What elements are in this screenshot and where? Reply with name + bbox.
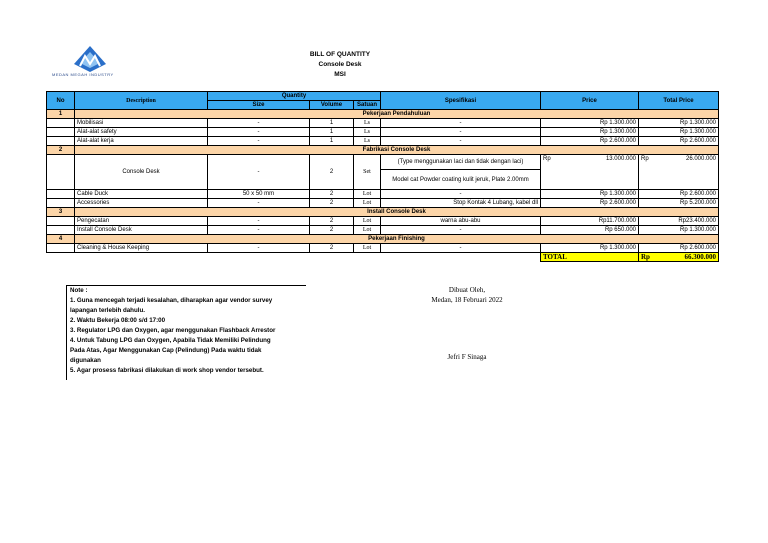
table-row: Cleaning & House Keeping - 2 Lot - Rp 1.300.000 Rp 2.600.000	[47, 244, 719, 253]
section-row: 1 Pekerjaan Pendahuluan	[47, 110, 719, 119]
signature-name: Jefri F Sinaga	[447, 353, 487, 361]
total-row	[47, 253, 719, 262]
notes-title: Note :	[70, 287, 88, 294]
total-value: 66.300.000	[659, 253, 719, 262]
section-title: Pekerjaan Finishing	[75, 235, 719, 244]
col-price-header: Price	[541, 92, 639, 110]
note-line: 5. Agar prosess fabrikasi dilakukan di work shop vendor tersebut.	[70, 367, 264, 374]
col-no-header: No	[47, 92, 75, 110]
col-size-header: Size	[208, 101, 310, 110]
col-description-header: Description	[75, 92, 208, 110]
total-label: TOTAL	[541, 253, 639, 262]
boq-table: No Description Quantity Spesifikasi Price Total Price Size Volume Satuan 1 Pekerjaan Pendahuluan Mobilisasi - 1 Ls - Rp 1.300.000 Rp 1.300.000 Alat-alat safety - 1 Ls - Rp 1.300.000 Rp 1.300.000 Alat-alat kerja - 1 Ls - Rp 2.600.000 Rp 2.600.000 2 Fabrikasi Console Desk Console Desk - 2 Set (Type menggunakan laci dan tidak dengan laci) Rp 13.000.000 Rp 26.000.000 Model cat Powder coating kulit jeruk, Plate 2.00mm Cable Duck 50 x 50 mm 2 Lot - Rp 1.300.000 Rp 2.600.000 Accessories - 2 Lot Stop Kontak 4 Lubang, kabel dll Rp 2.600.000 Rp 5.200.000 3 Install Console Desk Pengecatan - 2 Lot warna abu-abu Rp11.700.000 Rp23.400.000 Install Console Desk - 2 Lot - Rp 650.000 Rp 1.300.000 4 Pekerjaan Finishing Cleaning & House Keeping - 2 Lot - Rp 1.300.000 Rp 2.600.000 TOTAL Rp 66.300.000	[46, 91, 719, 262]
note-line: 2. Waktu Bekerja 08:00 s/d 17:00	[70, 317, 166, 324]
col-volume-header: Volume	[310, 101, 354, 110]
doc-subtitle: Console Desk	[318, 61, 362, 68]
col-spesifikasi-header: Spesifikasi	[381, 92, 541, 110]
doc-company-code: MSI	[334, 71, 346, 78]
signature-place-date: Medan, 18 Februari 2022	[431, 296, 503, 304]
section-row: 2 Fabrikasi Console Desk	[47, 146, 719, 155]
section-title: Pekerjaan Pendahuluan	[75, 110, 719, 119]
table-row: Install Console Desk - 2 Lot - Rp 650.000 Rp 1.300.000	[47, 226, 719, 235]
col-quantity-header: Quantity	[208, 92, 381, 101]
col-total-header: Total Price	[639, 92, 719, 110]
note-line: 4. Untuk Tabung LPG dan Oxygen, Apabila Tidak Memiliki Pelindung	[70, 337, 271, 344]
table-row: Cable Duck 50 x 50 mm 2 Lot - Rp 1.300.000 Rp 2.600.000	[47, 190, 719, 199]
doc-title: BILL OF QUANTITY	[309, 51, 371, 58]
table-row: Alat-alat safety - 1 Ls - Rp 1.300.000 Rp 1.300.000	[47, 128, 719, 137]
section-title: Fabrikasi Console Desk	[75, 146, 719, 155]
table-row: Accessories - 2 Lot Stop Kontak 4 Lubang, kabel dll Rp 2.600.000 Rp 5.200.000	[47, 199, 719, 208]
note-line: Pada Atas, Agar Menggunakan Cap (Pelindung) Pada waktu tidak	[70, 347, 262, 354]
section-row: 4 Pekerjaan Finishing	[47, 235, 719, 244]
col-satuan-header: Satuan	[354, 101, 381, 110]
table-row: Mobilisasi - 1 Ls - Rp 1.300.000 Rp 1.300.000	[47, 119, 719, 128]
table-header-row	[47, 92, 719, 101]
notes-box	[66, 285, 306, 380]
note-line: 3. Regulator LPG dan Oxygen, agar menggunakan Flashback Arrestor	[70, 327, 276, 334]
total-currency: Rp	[639, 253, 659, 262]
table-row: Pengecatan - 2 Lot warna abu-abu Rp11.700.000 Rp23.400.000	[47, 217, 719, 226]
note-line: lapangan terlebih dahulu.	[70, 307, 145, 314]
note-line: 1. Guna mencegah terjadi kesalahan, diharapkan agar vendor survey	[70, 297, 273, 304]
company-name: MEDAN MEGAH INDUSTRY	[52, 72, 114, 77]
signature-made-by: Dibuat Oleh,	[448, 286, 486, 294]
table-row: Console Desk - 2 Set (Type menggunakan laci dan tidak dengan laci) Rp 13.000.000 Rp 26.000.000	[47, 155, 719, 170]
company-logo	[50, 44, 130, 84]
note-line: digunakan	[70, 357, 101, 364]
table-row: Alat-alat kerja - 1 Ls - Rp 2.600.000 Rp 2.600.000	[47, 137, 719, 146]
section-title: Install Console Desk	[75, 208, 719, 217]
section-row: 3 Install Console Desk	[47, 208, 719, 217]
